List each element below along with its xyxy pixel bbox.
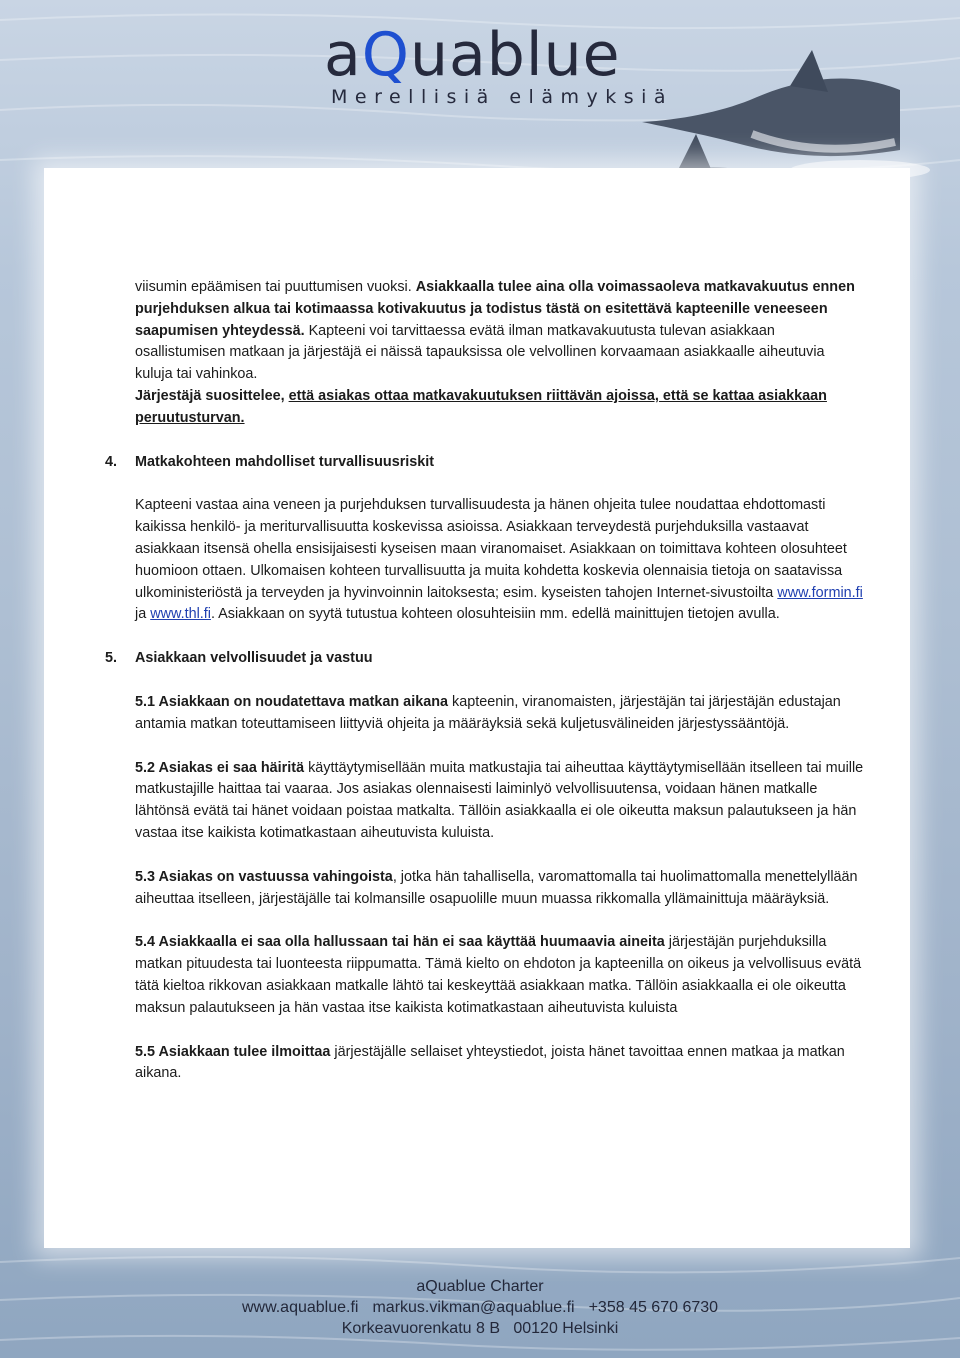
section-5-2: 5.2 Asiakas ei saa häiritä käyttäytymisellään muita matkustajia tai aiheuttaa käyttäytymisellään itselleen tai muille matkustajille haittaa tai vaaraa. Jos asiakas olennaisesti laiminlyö velvollisuutensa, voidaan hänen matkalle lähtönsä evätä tai hänet voidaan poistaa matkalta. Tällöin asiakkaalla ei ole oikeutta maksun palautukseen ja hän vastaa itse kaikista kotimatkastaan aiheutuvista kuluista.: [135, 759, 864, 841]
formin-link[interactable]: www.formin.fi: [777, 584, 863, 601]
recommendation-paragraph: Järjestäjä suosittelee, että asiakas ottaa matkavakuutuksen riittävän ajoissa, että se kattaa asiakkaan peruutusturvan.: [135, 387, 827, 426]
footer-company: aQuablue Charter: [416, 1278, 544, 1295]
footer-email-link[interactable]: markus.vikman@aquablue.fi: [372, 1299, 575, 1316]
footer-address: Korkeavuorenkatu 8 B 00120 Helsinki: [341, 1320, 619, 1337]
section-5-4: 5.4 Asiakkaalla ei saa olla hallussaan tai hän ei saa käyttää huumaavia aineita järjestäjän purjehduksilla matkan pituudesta tai luonteesta riippumatta. Tämä kielto on ehdoton ja kapteenilla on oikeus ja velvollisuus evätä tätä kieltoa rikkovan asiakkaan matkalle lähtö tai keskeyttää asiakkaan matka. Tällöin asiakkaalla ei ole oikeutta maksun palautukseen ja hän vastaa itse kaikista kotimatkastaan aiheutuvista kuluista: [135, 934, 862, 1016]
section-5-1: 5.1 Asiakkaan on noudatettava matkan aikana kapteenin, viranomaisten, järjestäjän tai järjestäjän edustajan antamia matkan toteuttamiseen liittyviä ohjeita ja määräyksiä sekä kuljetusvälineiden järjestyssääntöjä.: [135, 693, 841, 732]
section-5-heading: 5. Asiakkaan velvollisuudet ja vastuu: [105, 650, 373, 667]
document-content: [105, 277, 865, 1085]
footer-phone: +358 45 670 6730: [588, 1299, 719, 1316]
brand-name: aQuablue: [324, 20, 621, 90]
brand-tagline: Merellisiä elämyksiä: [331, 86, 674, 108]
section-5-5: 5.5 Asiakkaan tulee ilmoittaa järjestäjälle sellaiset yhteystiedot, joista hänet tavoittaa ennen matkaa ja matkan aikana.: [135, 1043, 845, 1082]
section-4-body: Kapteeni vastaa aina veneen ja purjehduksen turvallisuudesta ja hänen ohjeita tulee noudattaa ehdottomasti kaikissa henkilö- ja meriturvallisuutta koskevissa asioissa. Asiakkaan terveydestä purjehduksilla vastaavat asiakkaan itsensä ohella ensisijaisesti kyseisen maan viranomaiset. Asiakkaan on toimittava kohteen olosuhteet huomioon ottaen. Ulkomaisen kohteen turvallisuutta ja muita kohdetta koskevia olennaisia tietoja on saatavissa ulkoministeriöstä ja terveyden ja hyvinvoinnin laitoksesta; esim. kyseisten tahojen Internet-sivustoilta www.formin.fi ja www.thl.fi. Asiakkaan on syytä tutustua kohteen olosuhteisiin mm. edellä mainittujen tietojen avulla.: [135, 497, 863, 623]
section-5-3: 5.3 Asiakas on vastuussa vahingoista, jotka hän tahallisella, varomattomalla tai huolimattomalla menettelyllään aiheuttaa itselleen, järjestäjälle tai kolmansille osapuolille muun muassa rikkomalla yllämainittuja määräyksiä.: [135, 868, 858, 907]
thl-link[interactable]: www.thl.fi: [150, 606, 211, 623]
intro-paragraph: viisumin epäämisen tai puuttumisen vuoksi. Asiakkaalla tulee aina olla voimassaoleva matkavakuutus ennen purjehduksen alkua tai kotimaassa kotivakuutus ja todistus tästä on esitettävä kapteenille veneeseen saapumisen yhteydessä. Kapteeni voi tarvittaessa evätä ilman matkavakuutusta tulevan asiakkaan osallistumisen matkaan ja järjestäjä ei näissä tapauksissa ole velvollinen korvaamaan asiakkaalle aiheutuvia kuluja tai vahinkoa.: [135, 279, 855, 383]
footer: [0, 1276, 960, 1339]
footer-contact: [0, 1297, 960, 1318]
brand-logo: [324, 20, 674, 114]
section-4-heading: 4. Matkakohteen mahdolliset turvallisuusriskit: [105, 453, 435, 470]
footer-website-link[interactable]: www.aquablue.fi: [241, 1299, 359, 1316]
